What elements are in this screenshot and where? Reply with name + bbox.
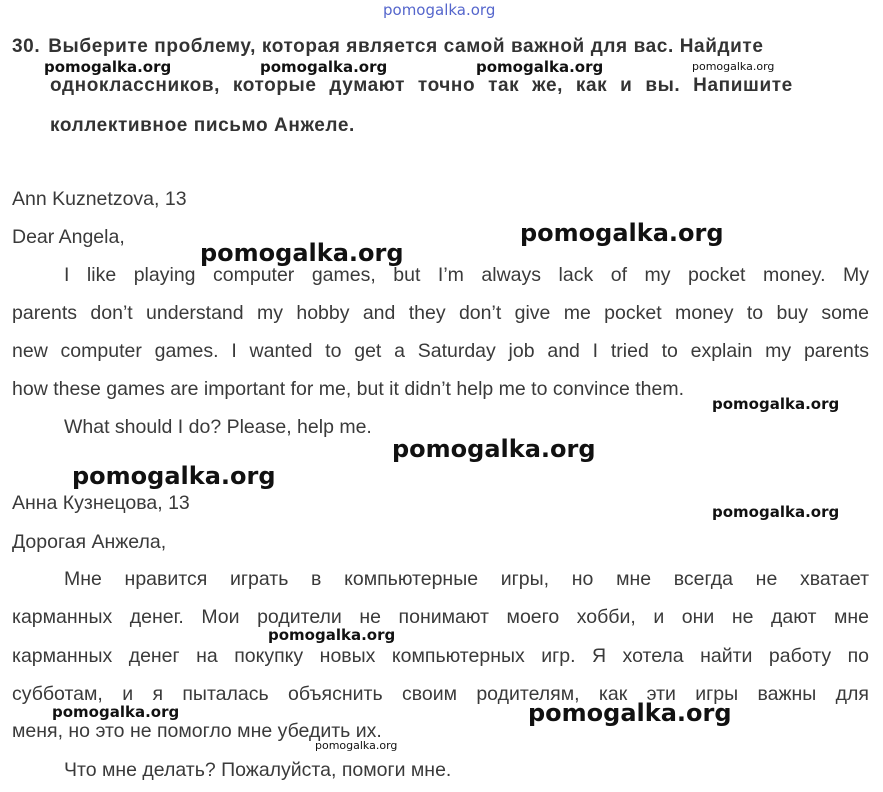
watermark: pomogalka.org — [268, 626, 396, 644]
watermark: pomogalka.org — [712, 395, 840, 413]
russian-closing: Что мне делать? Пожалуйста, помоги мне. — [64, 759, 452, 781]
russian-line-2: карманных денег. Мои родители не понимают моего хобби, и они не дают мне — [12, 606, 869, 628]
english-greeting: Dear Angela, — [12, 226, 125, 248]
watermark: pomogalka.org — [476, 58, 604, 76]
watermark: pomogalka.org — [315, 739, 398, 752]
watermark: pomogalka.org — [392, 435, 596, 463]
task-number: 30. — [12, 36, 41, 57]
task-line-1 — [12, 37, 764, 56]
watermark: pomogalka.org — [200, 239, 404, 267]
english-closing: What should I do? Please, help me. — [64, 416, 372, 438]
watermark: pomogalka.org — [44, 58, 172, 76]
watermark: pomogalka.org — [528, 699, 732, 727]
russian-greeting: Дорогая Анжела, — [12, 531, 167, 553]
russian-line-4: субботам, и я пыталась объяснить своим родителям, как эти игры важны для — [12, 683, 869, 705]
task-line-3: коллективное письмо Анжеле. — [50, 115, 355, 136]
russian-line-5: меня, но это не помогло мне убедить их. — [12, 720, 382, 742]
watermark: pomogalka.org — [72, 462, 276, 490]
task-text-line-1: Выберите проблему, которая является самой важной для вас. Найдите — [48, 36, 764, 57]
english-line-2: parents don’t understand my hobby and they don’t give me pocket money to buy some — [12, 302, 869, 324]
watermark: pomogalka.org — [52, 703, 180, 721]
english-signature: Ann Kuznetzova, 13 — [12, 188, 187, 210]
english-line-4: how these games are important for me, but it didn’t help me to convince them. — [12, 378, 685, 400]
watermark: pomogalka.org — [520, 219, 724, 247]
russian-line-1: Мне нравится играть в компьютерные игры, но мне всегда не хватает — [64, 568, 869, 590]
watermark: pomogalka.org — [712, 503, 840, 521]
russian-signature: Анна Кузнецова, 13 — [12, 492, 190, 514]
watermark: pomogalka.org — [383, 1, 496, 19]
russian-line-3: карманных денег на покупку новых компьютерных игр. Я хотела найти работу по — [12, 645, 869, 667]
task-line-2: одноклассников, которые думают точно так же, как и вы. Напишите — [50, 75, 793, 96]
english-line-3: new computer games. I wanted to get a Saturday job and I tried to explain my parents — [12, 340, 869, 362]
watermark: pomogalka.org — [260, 58, 388, 76]
watermark: pomogalka.org — [692, 60, 775, 73]
english-line-1: I like playing computer games, but I’m always lack of my pocket money. My — [64, 264, 869, 286]
